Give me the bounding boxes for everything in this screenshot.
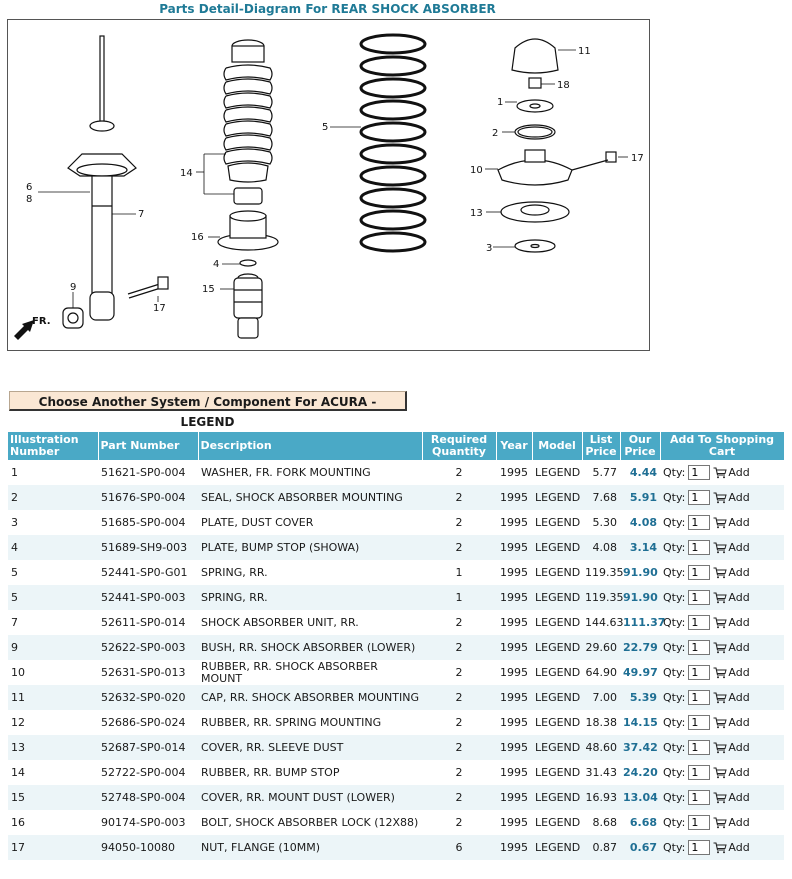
add-to-cart-cell — [660, 760, 784, 785]
shopping-cart-icon — [713, 742, 727, 754]
shopping-cart-icon — [713, 492, 727, 504]
year: 1995 — [496, 760, 532, 785]
our-price: 6.68 — [620, 810, 660, 835]
illustration-number: 11 — [8, 685, 98, 710]
part-number: 52686-SP0-024 — [98, 710, 198, 735]
model: LEGEND — [532, 735, 582, 760]
callout-1: 1 — [497, 97, 504, 108]
model: LEGEND — [532, 585, 582, 610]
part-description: WASHER, FR. FORK MOUNTING — [198, 460, 422, 485]
our-price: 91.90 — [620, 560, 660, 585]
shopping-cart-icon — [713, 842, 727, 854]
callout-9: 9 — [70, 282, 77, 293]
add-to-cart-button[interactable] — [713, 491, 749, 504]
callout-3: 3 — [486, 243, 493, 254]
header-description: Description — [198, 432, 422, 460]
callout-16: 17 — [153, 303, 166, 314]
add-label: Add — [728, 641, 750, 654]
model: LEGEND — [532, 510, 582, 535]
list-price: 31.43 — [582, 760, 620, 785]
qty-label: Qty: — [663, 766, 686, 779]
part-number: 51689-SH9-003 — [98, 535, 198, 560]
add-label: Add — [728, 516, 750, 529]
our-price: 24.20 — [620, 760, 660, 785]
year: 1995 — [496, 635, 532, 660]
part-number: 52687-SP0-014 — [98, 735, 198, 760]
quantity-input[interactable] — [688, 665, 710, 680]
model: LEGEND — [532, 660, 582, 685]
shopping-cart-icon — [713, 692, 727, 704]
add-label: Add — [728, 466, 750, 479]
list-price: 16.93 — [582, 785, 620, 810]
illustration-number: 5 — [8, 560, 98, 585]
add-label: Add — [728, 791, 750, 804]
qty-label: Qty: — [663, 741, 686, 754]
add-to-cart-cell — [660, 735, 784, 760]
add-label: Add — [728, 541, 750, 554]
required-quantity: 1 — [422, 585, 496, 610]
add-to-cart-cell — [660, 610, 784, 635]
header-year: Year — [496, 432, 532, 460]
required-quantity: 2 — [422, 810, 496, 835]
model: LEGEND — [532, 560, 582, 585]
part-number: 52622-SP0-003 — [98, 635, 198, 660]
part-number: 52441-SP0-003 — [98, 585, 198, 610]
part-description: SPRING, RR. — [198, 585, 422, 610]
add-label: Add — [728, 816, 750, 829]
required-quantity: 6 — [422, 835, 496, 860]
required-quantity: 2 — [422, 635, 496, 660]
add-to-cart-button[interactable] — [713, 516, 749, 529]
part-description: BOLT, SHOCK ABSORBER LOCK (12X88) — [198, 810, 422, 835]
list-price: 7.68 — [582, 485, 620, 510]
illustration-number: 10 — [8, 660, 98, 685]
illustration-number: 17 — [8, 835, 98, 860]
add-to-cart-cell — [660, 510, 784, 535]
year: 1995 — [496, 660, 532, 685]
quantity-input[interactable] — [688, 640, 710, 655]
model: LEGEND — [532, 685, 582, 710]
table-row — [8, 785, 784, 810]
qty-label: Qty: — [663, 616, 686, 629]
callout-8: 8 — [26, 194, 33, 205]
model: LEGEND — [532, 535, 582, 560]
table-header-row — [8, 432, 784, 460]
part-description: SHOCK ABSORBER UNIT, RR. — [198, 610, 422, 635]
shopping-cart-icon — [713, 642, 727, 654]
header-part-number: Part Number — [98, 432, 198, 460]
list-price: 29.60 — [582, 635, 620, 660]
required-quantity: 2 — [422, 610, 496, 635]
quantity-input[interactable] — [688, 515, 710, 530]
qty-label: Qty: — [663, 791, 686, 804]
mount-dust-cover-drawing — [218, 211, 278, 250]
our-price: 3.14 — [620, 535, 660, 560]
list-price: 8.68 — [582, 810, 620, 835]
year: 1995 — [496, 510, 532, 535]
required-quantity: 2 — [422, 660, 496, 685]
qty-label: Qty: — [663, 591, 686, 604]
part-number: 52441-SP0-G01 — [98, 560, 198, 585]
illustration-number: 3 — [8, 510, 98, 535]
required-quantity: 2 — [422, 685, 496, 710]
add-to-cart-button[interactable] — [713, 766, 749, 779]
qty-label: Qty: — [663, 491, 686, 504]
table-row — [8, 510, 784, 535]
table-row — [8, 810, 784, 835]
year: 1995 — [496, 535, 532, 560]
table-row — [8, 835, 784, 860]
part-number: 94050-10080 — [98, 835, 198, 860]
add-to-cart-cell — [660, 635, 784, 660]
add-label: Add — [728, 491, 750, 504]
required-quantity: 2 — [422, 510, 496, 535]
required-quantity: 2 — [422, 735, 496, 760]
model: LEGEND — [532, 810, 582, 835]
callout-2: 2 — [492, 128, 499, 139]
add-label: Add — [728, 566, 750, 579]
add-to-cart-button[interactable] — [713, 466, 749, 479]
table-row — [8, 560, 784, 585]
diagram-title: Parts Detail-Diagram For REAR SHOCK ABSORBER — [159, 2, 496, 16]
year: 1995 — [496, 710, 532, 735]
our-price: 4.44 — [620, 460, 660, 485]
qty-label: Qty: — [663, 691, 686, 704]
header-list-price: List Price — [582, 432, 620, 460]
part-description: RUBBER, RR. SHOCK ABSORBER MOUNT — [198, 660, 422, 685]
list-price: 5.77 — [582, 460, 620, 485]
required-quantity: 2 — [422, 710, 496, 735]
part-description: RUBBER, RR. SPRING MOUNTING — [198, 710, 422, 735]
shopping-cart-icon — [713, 767, 727, 779]
part-description: RUBBER, RR. BUMP STOP — [198, 760, 422, 785]
add-to-cart-cell — [660, 585, 784, 610]
add-to-cart-button[interactable] — [713, 616, 749, 629]
table-row — [8, 660, 784, 685]
callout-13: 14 — [180, 168, 193, 179]
qty-label: Qty: — [663, 716, 686, 729]
shock-absorber-drawing — [68, 36, 136, 320]
list-price: 119.35 — [582, 560, 620, 585]
add-label: Add — [728, 666, 750, 679]
list-price: 144.63 — [582, 610, 620, 635]
shopping-cart-icon — [713, 717, 727, 729]
list-price: 0.87 — [582, 835, 620, 860]
bush-drawing — [63, 308, 83, 328]
list-price: 48.60 — [582, 735, 620, 760]
part-number: 52611-SP0-014 — [98, 610, 198, 635]
our-price: 49.97 — [620, 660, 660, 685]
year: 1995 — [496, 610, 532, 635]
year: 1995 — [496, 460, 532, 485]
table-row — [8, 735, 784, 760]
our-price: 14.15 — [620, 710, 660, 735]
part-number: 52631-SP0-013 — [98, 660, 198, 685]
table-row — [8, 585, 784, 610]
illustration-number: 15 — [8, 785, 98, 810]
illustration-number: 12 — [8, 710, 98, 735]
part-number: 51685-SP0-004 — [98, 510, 198, 535]
add-to-cart-button[interactable] — [713, 541, 749, 554]
required-quantity: 1 — [422, 560, 496, 585]
qty-label: Qty: — [663, 516, 686, 529]
add-to-cart-cell — [660, 535, 784, 560]
table-row — [8, 610, 784, 635]
part-number: 52748-SP0-004 — [98, 785, 198, 810]
add-label: Add — [728, 741, 750, 754]
callout-5: 5 — [322, 122, 329, 133]
front-arrow-icon — [14, 320, 34, 340]
quantity-input[interactable] — [688, 765, 710, 780]
table-row — [8, 710, 784, 735]
quantity-input[interactable] — [688, 715, 710, 730]
qty-label: Qty: — [663, 466, 686, 479]
list-price: 18.38 — [582, 710, 620, 735]
add-to-cart-cell — [660, 785, 784, 810]
add-to-cart-button[interactable] — [713, 841, 749, 854]
table-row — [8, 685, 784, 710]
illustration-number: 9 — [8, 635, 98, 660]
our-price: 5.91 — [620, 485, 660, 510]
parts-diagram-drawing — [8, 20, 649, 350]
required-quantity: 2 — [422, 460, 496, 485]
add-label: Add — [728, 591, 750, 604]
list-price: 5.30 — [582, 510, 620, 535]
part-description: COVER, RR. SLEEVE DUST — [198, 735, 422, 760]
callout-18: 18 — [557, 80, 570, 91]
part-description: COVER, RR. MOUNT DUST (LOWER) — [198, 785, 422, 810]
add-to-cart-cell — [660, 710, 784, 735]
direction-label: FR. — [32, 316, 51, 327]
model: LEGEND — [532, 485, 582, 510]
header-required-quantity: Required Quantity — [422, 432, 496, 460]
bump-stop-drawing — [234, 274, 262, 338]
year: 1995 — [496, 585, 532, 610]
callout-10: 10 — [470, 165, 483, 176]
quantity-input[interactable] — [688, 565, 710, 580]
add-label: Add — [728, 766, 750, 779]
shopping-cart-icon — [713, 667, 727, 679]
part-description: NUT, FLANGE (10MM) — [198, 835, 422, 860]
callout-4: 4 — [213, 259, 220, 270]
shopping-cart-icon — [713, 817, 727, 829]
year: 1995 — [496, 735, 532, 760]
model: LEGEND — [532, 710, 582, 735]
year: 1995 — [496, 560, 532, 585]
illustration-number: 13 — [8, 735, 98, 760]
add-label: Add — [728, 841, 750, 854]
add-to-cart-button[interactable] — [713, 641, 749, 654]
part-number: 52722-SP0-004 — [98, 760, 198, 785]
list-price: 119.35 — [582, 585, 620, 610]
add-to-cart-button[interactable] — [713, 716, 749, 729]
table-row — [8, 485, 784, 510]
qty-label: Qty: — [663, 666, 686, 679]
part-description: PLATE, DUST COVER — [198, 510, 422, 535]
quantity-input[interactable] — [688, 540, 710, 555]
quantity-input[interactable] — [688, 590, 710, 605]
part-description: SEAL, SHOCK ABSORBER MOUNTING — [198, 485, 422, 510]
shopping-cart-icon — [713, 467, 727, 479]
header-model: Model — [532, 432, 582, 460]
quantity-input[interactable] — [688, 740, 710, 755]
our-price: 37.42 — [620, 735, 660, 760]
callout-17: 17 — [631, 153, 644, 164]
add-to-cart-button[interactable] — [713, 816, 749, 829]
year: 1995 — [496, 835, 532, 860]
header-our-price: Our Price — [620, 432, 660, 460]
year: 1995 — [496, 485, 532, 510]
quantity-input[interactable] — [688, 615, 710, 630]
part-number: 52632-SP0-020 — [98, 685, 198, 710]
quantity-input[interactable] — [688, 465, 710, 480]
part-description: PLATE, BUMP STOP (SHOWA) — [198, 535, 422, 560]
model: LEGEND — [532, 610, 582, 635]
part-number: 90174-SP0-003 — [98, 810, 198, 835]
shopping-cart-icon — [713, 567, 727, 579]
model: LEGEND — [532, 460, 582, 485]
add-to-cart-button[interactable] — [713, 666, 749, 679]
bolt-drawing — [128, 277, 168, 298]
qty-label: Qty: — [663, 841, 686, 854]
parts-diagram — [7, 19, 650, 351]
model: LEGEND — [532, 835, 582, 860]
add-to-cart-button[interactable] — [713, 566, 749, 579]
model: LEGEND — [532, 635, 582, 660]
dust-cover-drawing — [224, 40, 272, 204]
year: 1995 — [496, 810, 532, 835]
shopping-cart-icon — [713, 617, 727, 629]
part-description: BUSH, RR. SHOCK ABSORBER (LOWER) — [198, 635, 422, 660]
required-quantity: 2 — [422, 760, 496, 785]
list-price: 7.00 — [582, 685, 620, 710]
our-price: 5.39 — [620, 685, 660, 710]
qty-label: Qty: — [663, 641, 686, 654]
add-to-cart-cell — [660, 835, 784, 860]
quantity-input[interactable] — [688, 490, 710, 505]
required-quantity: 2 — [422, 485, 496, 510]
shopping-cart-icon — [713, 542, 727, 554]
shopping-cart-icon — [713, 792, 727, 804]
callout-6: 6 — [26, 182, 33, 193]
callout-15: 16 — [191, 232, 204, 243]
choose-another-system-button[interactable]: Choose Another System / Component For ACURA - LEGEND — [9, 391, 407, 411]
shopping-cart-icon — [713, 592, 727, 604]
quantity-input[interactable] — [688, 790, 710, 805]
coil-spring-drawing — [361, 35, 425, 251]
add-to-cart-cell — [660, 460, 784, 485]
illustration-number: 4 — [8, 535, 98, 560]
callout-11: 11 — [578, 46, 591, 57]
our-price: 111.37 — [620, 610, 660, 635]
header-illustration-number: Illustration Number — [8, 432, 98, 460]
table-row — [8, 760, 784, 785]
part-number: 51621-SP0-004 — [98, 460, 198, 485]
our-price: 91.90 — [620, 585, 660, 610]
model: LEGEND — [532, 760, 582, 785]
callout-14: 15 — [202, 284, 215, 295]
add-to-cart-cell — [660, 810, 784, 835]
parts-table — [8, 432, 785, 860]
our-price: 0.67 — [620, 835, 660, 860]
callout-7: 7 — [138, 209, 145, 220]
add-to-cart-button[interactable] — [713, 791, 749, 804]
our-price: 4.08 — [620, 510, 660, 535]
part-description: SPRING, RR. — [198, 560, 422, 585]
add-label: Add — [728, 716, 750, 729]
callout-12: 13 — [470, 208, 483, 219]
illustration-number: 16 — [8, 810, 98, 835]
year: 1995 — [496, 785, 532, 810]
required-quantity: 2 — [422, 785, 496, 810]
add-to-cart-cell — [660, 660, 784, 685]
list-price: 4.08 — [582, 535, 620, 560]
illustration-number: 1 — [8, 460, 98, 485]
our-price: 22.79 — [620, 635, 660, 660]
table-row — [8, 535, 784, 560]
illustration-number: 5 — [8, 585, 98, 610]
add-to-cart-button[interactable] — [713, 691, 749, 704]
header-add-to-cart: Add To Shopping Cart — [660, 432, 784, 460]
quantity-input[interactable] — [688, 690, 710, 705]
qty-label: Qty: — [663, 541, 686, 554]
our-price: 13.04 — [620, 785, 660, 810]
table-row — [8, 460, 784, 485]
qty-label: Qty: — [663, 816, 686, 829]
illustration-number: 2 — [8, 485, 98, 510]
part-description: CAP, RR. SHOCK ABSORBER MOUNTING — [198, 685, 422, 710]
illustration-number: 14 — [8, 760, 98, 785]
add-label: Add — [728, 691, 750, 704]
quantity-input[interactable] — [688, 840, 710, 855]
illustration-number: 7 — [8, 610, 98, 635]
part-number: 51676-SP0-004 — [98, 485, 198, 510]
list-price: 64.90 — [582, 660, 620, 685]
add-to-cart-cell — [660, 485, 784, 510]
add-to-cart-button[interactable] — [713, 591, 749, 604]
add-to-cart-button[interactable] — [713, 741, 749, 754]
required-quantity: 2 — [422, 535, 496, 560]
year: 1995 — [496, 685, 532, 710]
model: LEGEND — [532, 785, 582, 810]
qty-label: Qty: — [663, 566, 686, 579]
table-row — [8, 635, 784, 660]
shopping-cart-icon — [713, 517, 727, 529]
add-to-cart-cell — [660, 560, 784, 585]
add-label: Add — [728, 616, 750, 629]
add-to-cart-cell — [660, 685, 784, 710]
quantity-input[interactable] — [688, 815, 710, 830]
